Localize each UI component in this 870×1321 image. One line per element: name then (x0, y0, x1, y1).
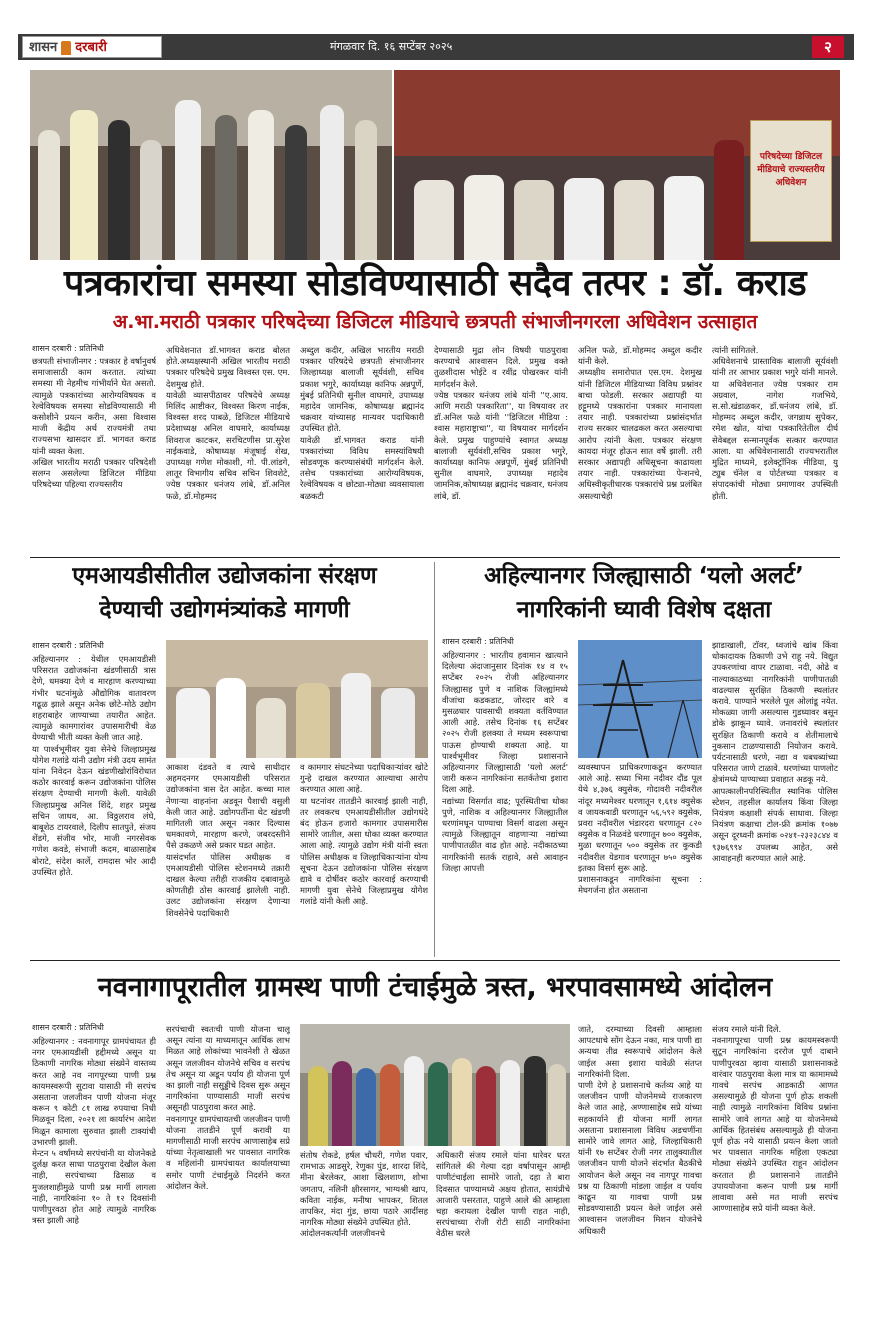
story2-headline-line1: एमआयडीसीतील उद्योजकांना संरक्षण (72, 563, 377, 589)
story3-byline: शासन दरबारी : प्रतिनिधी (442, 637, 514, 646)
story2-column-1: अहिल्यानगर : येथील एमआयडीसी परिसरात उद्योजकांना खंडणीसाठी त्रास देणे, धमक्या देणे व मारहाण करण्याच्या गंभीर घटनांमुळे औद्योगिक वातावरण गढूळ झाले असून अनेक छोटे-मोठे उद्योग शहराबाहेर जाण्याच्या तयारीत आहेत. त्यामुळे कामगारांवर उपासमारीची वेळ येण्याची भीती व्यक्त केली जात आहे. या पार्श्वभूमीवर युवा सेनेचे जिल्हाप्रमुख योगेश गलांडे यांनी उद्योग मंत्री उदय सामंत यांना निवेदन देऊन खंडणीखोरांविरोधात कठोर कारवाई करून उद्योजकांना पोलिस संरक्षण देण्याची मागणी केली. यावेळी जिल्हाप्रमुख अनिल शिंदे, शहर प्रमुख सचिन जाधव, आ. विठ्ठलराव लंघे, बाबूशेठ टायरवाले, दिलीप सातपुते, संजय शेंडगे, संजीव भोर, माजी नगरसेवक गणेश कवडे, संभाजी कदम, बाळासाहेब बोराटे, संदेश कार्ले, रामदास भोर आदी उपस्थित होते. (32, 654, 156, 877)
section-divider-2 (30, 960, 840, 961)
story3-column-2: व्यवस्थापन प्राधिकरणाकडून करण्यात आले आहे. सध्या भिमा नदीवर दौंड पूल येथे ४,३७६ क्युसेक, गोदावरी नदीवरील नांदूर मध्यमेश्वर धरणातून १,६१४ क्युसेक व जायकवाडी धरणातून ५६,५९२ क्युसेक, प्रवरा नदीवरील भंडारदरा धरणातून ८२० क्युसेक व निळवंडे धरणातून ७०० क्युसेक, मुळा धरणातून ५०० क्युसेक तर कुकडी नदीवरील येडगाव धरणातून ७५० क्युसेक इतका विसर्ग सुरू आहे. प्रशासनाकडून नागरिकांना सूचना : मेघगर्जना होत असताना (578, 762, 702, 896)
story4-column-1: अहिल्यानगर : नवनागापूर ग्रामपंचायत ही नगर एमआयडीसी हद्दीमध्ये असून या ठिकाणी नागरिक मोठ्या संख्येने वास्तव्य करत आहे नव नागपूरच्या पाणी प्रश्न कायमस्वरूपी सुटावा यासाठी मी सरपंच असताना जलजीवन पाणी योजना मंजूर करून ९ कोटी ८१ लाख रुपयाचा निधी मिळवून दिला, २०२१ ला कार्यारंभ आदेश मिळून कामाला सुरुवात झाली टाक्यांची उभारणी झाली. मेन्टन ५ वर्षांमध्ये सरपंचांनी या योजनेकडे दुर्लक्ष करत साधा पाठपुरावा देखील केला नाही, सरपंचाच्या ढिसाळ व मुजलशाहीमुळे पाणी प्रश्न मार्गी लागला नाही, नागरिकांना १० ते १२ दिवसांनी पाणीपुरवठा होत आहे त्यामुळे नागरिक त्रस्त झाली आहे (32, 1036, 156, 1226)
event-photo-left (30, 70, 392, 260)
section-divider (30, 557, 840, 558)
story4-column-5: जाते, दरम्याच्या दिवसी आम्हाला आपटधाचे सोंग देऊन नका, मात्र पाणी द्या अन्यथा तीव्र स्वरूपाचे आंदोलन केले जाईल असा इशारा यावेळी संतप्त नागरिकांनी दिला. पाणी देणे हे प्रशासनाचे कर्तव्य आहे या जलजीवन पाणी योजनेमध्ये राजकारण केले जात आहे, अण्णासाहेब सप्रे यांच्या सहकार्याने ही योजना मार्गी लागत असताना प्रशासनाला विविध अडचणींना सामोरे जावे लागत आहे, जिल्हाधिकारी यांनी १७ सप्टेंबर रोजी नगर तालुक्यातील जलजीवन पाणी योजने संदर्भात बैठकीचे आयोजन केले असून नव नागपूर गावचा प्रश्न या ठिकाणी मांडला जाईल व पर्याय काढून या गावचा पाणी प्रश्न सोडवण्यासाठी प्रयत्न केले जाईल असे आश्वासन जलजीवन मिशन योजनेचे अधिकारी (578, 1024, 702, 1236)
transmission-tower-icon (578, 640, 702, 758)
event-photo-right (394, 70, 840, 260)
story1-column-2: अधिवेशनात डॉ.भागवत कराड बोलत होते.अध्यक्षस्थानी अखिल भारतीय मराठी पत्रकार परिषदेचे प्रमुख विश्वस्त एस. एम. देशमुख होते. यावेळी व्यासपीठावर परिषदेचे अध्यक्ष मिलिंद आष्टीकर, विश्वस्त किरण नाईक, विश्वस्त शरद पाबळे, डिजिटल मीडियाचे प्रदेशाध्यक्ष अनिल वाघमारे, कार्याध्यक्ष शिवराज काटकर, सरचिटणीस प्रा.सुरेश नाईकवाडे, कोषाध्यक्ष मंजूषाई शेख, उपाध्यक्ष गणेश मोकाशी, गो. पी.लांडगे, लातूर विभागीय सचिव सचिन शिवशेटे, ज्येष्ठ पत्रकार धनंजय लांबे, डॉ.अनिल फळे, डॉ.मोहम्मद (166, 345, 290, 501)
issue-date: मंगळवार दि. १६ सप्टेंबर २०२५ (330, 40, 453, 53)
story1-column-3: अब्दुल कदीर, अखिल भारतीय मराठी पत्रकार परिषदेचे छत्रपती संभाजीनगर जिल्हाध्यक्ष बालाजी सूर्यवंशी, सचिव प्रकाश भगुरे, कार्याध्यक्ष कानिफ अन्नपूर्णे, मुंबई प्रतिनिधी सुनील वाघमारे, उपाध्यक्ष महादेव जामनिक, कोषाध्यक्ष ब्रह्मानंद चक्रवार यांच्यासह मान्यवर पदाधिकारी उपस्थित होते. यावेळी डॉ.भागवत कराड यांनी पत्रकारांच्या विविध समस्यांविषयी सोडवणूक करण्यासंबंधी मार्गदर्शन केले. तसेच पत्रकारांच्या आरोग्यविषयक, रेल्वेविषयक व छोट्या-मोठ्या व्यवसायाला बळकटी (300, 345, 424, 501)
story4-column-2: सरपंचाची स्वतःची पाणी योजना चालू असून त्यांना या माध्यमातून आर्थिक लाभ मिळत आहे लोकांच्या भावनेशी ते खेळत असून जलजीवन योजनेचे सचिव व सरपंच तेच असून या अडून पर्याय ही योजना पूर्ण का झाली नाही ससुड्डीचे दिवस सुरू असून नागरिकांना पाण्यासाठी माजी सरपंच असूनही पाठपुरावा करत आहे. नवनागापूर ग्रामपंचायतची जलजीवन पाणी योजना तातडीने पूर्ण करावी या मागणीसाठी माजी सरपंच आणासाहेब सप्रे यांच्या नेतृत्वाखाली भर पावसात नागरिक व महिलांनी ग्रामपंचायत कार्यालयाच्या समोर पाणी टंचाईमुळे निदर्शने करत आंदोलन केले. (166, 1024, 290, 1191)
newspaper-logo (22, 36, 162, 58)
event-banner-board (750, 120, 832, 242)
column-divider (434, 562, 435, 957)
story3-headline-line2: नागरिकांनी घ्यावी विशेष दक्षता (516, 597, 772, 623)
page-number: २ (812, 36, 844, 58)
story3-headline-line1: अहिल्यानगर जिल्ह्यासाठी ‘यलो अलर्ट’ (484, 563, 804, 589)
power-tower-photo (578, 640, 702, 758)
story4-column-4: अधिकारी संजय रमाले यांना धारेवर धरत सांगितले की गेल्या दहा वर्षापासून आम्ही पाणीटंचाईला सामोरे जातो, दहा ते बारा दिवसात पाण्यामध्ये अक्षय होतात, सायंप्रीचे आजारी पसरतात, पाहुणे आले की आम्हाला चहा करायला देखील पाणी राहत नाही, सरपंचाच्या रोजी रोटी साठी नागरिकांना वेठीस धरले (436, 1150, 570, 1239)
logo-text-right: दरबारी (75, 40, 107, 55)
emblem-icon (61, 41, 71, 55)
story2-column-3: व कामगार संघटनेच्या पदाधिकाऱ्यांवर खोटे गुन्हे दाखल करण्यात आल्याचा आरोप करण्यात आला आहे. या घटनांवर तातडीने कारवाई झाली नाही, तर लवकरच एमआयडीसीतील उद्योगधंदे बंद होऊन हजारो कामगार उपासमारीस सामोरे जातील, असा धोका व्यक्त करण्यात आला आहे. त्यामुळे उद्योग मंत्री यांनी स्वतः पोलिस अधीक्षक व जिल्हाधिकाऱ्यांना योग्य सूचना देऊन उद्योजकांना पोलिस संरक्षण द्यावे व दोषींवर कठोर कारवाई करण्याची मागणी युवा सेनेचे जिल्हाप्रमुख योगेश गलांडे यांनी केली आहे. (300, 762, 428, 907)
story1-column-5: अनिल फळे, डॉ.मोहम्मद अब्दुल कदीर यांनी केले. अध्यक्षीय समारोपात एस.एम. देशमुख यांनी डिजिटल मीडियाच्या विविध प्रश्नांवर बाचा फोडली. सरकार अद्यापही या हट्टूमध्ये पत्रकारांना पत्रकार मानायला तयार नाही. पत्रकारांच्या प्रश्नांसंदर्भात राज्य सरकार चालढकल करत असल्याचा आरोप त्यांनी केला. पत्रकार संरक्षण कायदा मंजूर होऊन सात वर्षे झाली. तरी सरकार अद्यापही अधिसूचना काढायला तयार नाही. पत्रकारांच्या पेन्शनचे, अधिस्वीकृतीधारक पत्रकारांचे प्रश्न प्रलंबित असल्याचेही (578, 345, 702, 501)
story4-column-3: संतोष रोकडे, हर्षल चौधरी, गणेश पवार, रामभाऊ आडसुरे, रेणुका पुंड, शारदा शिंदे, मीना बेरलेकर, आशा खिलशाण, शोभा जगताप, नलिनी क्षीरसागर, भाग्यश्री खाप, कविता नाईक, मनीषा भापकर, शितल तापकिर, मंदा गुंड, छाया पठारे आदींसह नागरिक मोठ्या संख्येने उपस्थित होते. आंदोलनकर्त्यांनी जलजीवनचे (300, 1150, 428, 1239)
story4-column-6: संजय रमाले यांनी दिले. नवनागापूरचा पाणी प्रश्न कायमस्वरूपी सुटून नागरिकांना दररोज पूर्ण दाबाने पाणीपुरवठा व्हावा यासाठी प्रशासनाकडे वारंवार पाठपुरावा केला मात्र या कामामध्ये गावचे सरपंच आडकाठी आणत असल्यामुळे ही योजना पूर्ण होऊ शकली नाही त्यामुळे नागरिकांना विविध प्रश्नांना सामोरे जावे लागत आहे या योजनेमध्ये आर्थिक हितसंबंध असल्यामुळे ही योजना पूर्ण होऊ नये यासाठी प्रयत्न केला जातो भर पावसात नागरिक महिला एकट्या मोठ्या संख्येने उपस्थित राहून आंदोलन करतात ही प्रशासनाने तातडीने उपाययोजना करून पाणी प्रश्न मार्गी लावावा असे मत माजी सरपंच आण्णासाहेब सप्रे यांनी व्यक्त केले. (712, 1024, 838, 1214)
story2-column-2: आकाश दंडवते व त्याचे साथीदार अहमदनगर एमआयडीसी परिसरात उद्योजकांना त्रास देत आहेत. कच्चा माल नेणाऱ्या वाहनांना अडवून पैशाची वसुली केली जात आहे. उद्योगपतींना थेट खंडणी मागितली जात असून नकार दिल्यास धमकावणे, मारहाण करणे, जबरदस्तीने पैसे उकळणे असे प्रकार घडत आहेत. यासंदर्भात पोलिस अधीक्षक व एमआयडीसी पोलिस स्टेशनमध्ये तक्रारी दाखल केल्या तरीही राजकीय दबावामुळे कोणतीही ठोस कारवाई झालेली नाही. उलट उद्योजकांना संरक्षण देणाऱ्या शिवसेनेचे पदाधिकारी (166, 762, 290, 918)
logo-text-left: शासन (29, 40, 58, 55)
story1-column-6: त्यांनी सांगितले. अधिवेशनाचे प्रास्ताविक बालाजी सूर्यवंशी यांनी तर आभार प्रकाश भगुरे यांनी मानले. या अधिवेशनात ज्येष्ठ पत्रकार राम अग्रवाल, नागेश गजभिये, स.सो.खंडाळकर, डॉ.धनंजय लांबे, डॉ. मोहम्मद अब्दुल कदीर, जगन्नाथ सुपेकर, रमेश खोत, यांचा पत्रकारितेतील दीर्घ सेवेबद्दल सन्मानपूर्वक सत्कार करण्यात आला. या अधिवेशनासाठी राज्यभरातील मुद्रित माध्यमे, इलेक्ट्रॉनिक मीडिया, यु ट्युब चॅनेल व पोर्टलच्या पत्रकार व संपादकांची मोठ्या प्रमाणावर उपस्थिती होती. (712, 345, 838, 501)
story3-column-3: झाडाखाली, टॉवर, ध्वजांचे खांब किंवा धोकादायक ठिकाणी उभे राहू नये. विद्युत उपकरणांचा वापर टाळावा. नदी, ओढे व नाल्याकाठच्या नागरिकांनी पाणीपातळी वाढल्यास सुरक्षित ठिकाणी स्थलांतर करावे. पाण्याने भरलेले पूल ओलांडू नयेत. मोकळ्या जागी असल्यास गुडघ्यावर बसून डोके झाकून घ्यावे. जनावरांचे स्थलांतर सुरक्षित ठिकाणी करावे व शेतीमालाचे नुकसान टाळण्यासाठी नियोजन करावे. पर्यटनासाठी धरणे, नद्या व धबधब्यांच्या परिसरात जाणे टाळावे. धरणांच्या पाणलोट क्षेत्रांमध्ये पाण्याच्या प्रवाहात अडकू नये. आपत्कालीनपरिस्थितीत स्थानिक पोलिस स्टेशन, तहसील कार्यालय किंवा जिल्हा नियंत्रण कक्षाशी संपर्क साधावा. जिल्हा नियंत्रण कक्षाचा टोल-फ्री क्रमांक १०७७ असून दूरध्वनी क्रमांक ०२४१-२३२३८४४ व ९३७६९९४ उपलब्ध आहेत, असे आवाहनही करण्यात आले आहे. (712, 640, 838, 863)
protest-photo (300, 1024, 570, 1146)
story2-byline: शासन दरबारी : प्रतिनिधी (32, 641, 104, 650)
story1-column-1: छत्रपती संभाजीनगर : पत्रकार हे वर्षानुवर्ष समाजासाठी काम करतात. त्यांच्या समस्या मी नेहमीच गांभीर्याने घेत असतो. त्यामुळे पत्रकारांच्या आरोग्यविषयक व रेल्वेविषयक समस्या सोडविण्यासाठी मी कसोशीने प्रयत्न करीन, असा विश्वास माजी केंद्रीय अर्थ राज्यमंत्री तथा राज्यसभा खासदार डॉ. भागवत कराड यांनी व्यक्त केला. अखिल भारतीय मराठी पत्रकार परिषदेशी सलग्न असलेल्या डिजिटल मीडिया परिषदेच्या पहिल्या राज्यस्तरीय (32, 356, 156, 490)
banner-text: परिषदेच्या डिजिटल मीडियाचे राज्यस्तरीय अधिवेशन (757, 152, 825, 188)
story2-headline-line2: देण्याची उद्योगमंत्र्यांकडे मागणी (99, 597, 350, 623)
story2-photo (166, 640, 428, 758)
story1-subhead: अ.भा.मराठी पत्रकार परिषदेच्या डिजिटल मीडियाचे छत्रपती संभाजीनगरला अधिवेशन उत्साहात (112, 311, 758, 333)
story1-byline: शासन दरबारी : प्रतिनिधी (32, 344, 104, 353)
story3-column-1: अहिल्यानगर : भारतीय हवामान खात्याने दिलेल्या अंदाजानुसार दिनांक १४ व १५ सप्टेंबर २०२५ रोजी अहिल्यानगर जिल्ह्यासह पुणे व नाशिक जिल्ह्यांमध्ये वीजांचा कडकडाट, जोरदार वारे व मुसळधार पावसाची शक्यता वर्तविण्यात आली आहे. तसेच दिनांक १६ सप्टेंबर २०२५ रोजी हलक्या ते मध्यम स्वरूपाचा पाऊस होण्याची शक्यता आहे. या पार्श्वभूमीवर जिल्हा प्रशासनाने अहिल्यानगर जिल्ह्यासाठी 'यलो अलर्ट' जारी करून नागरिकांना सतर्कतेचा इशारा दिला आहे. नद्यांच्या विसर्गात वाढ; पूरस्थितीचा धोका पुणे, नाशिक व अहिल्यानगर जिल्ह्यातील धरणांमधून पाण्याचा विसर्ग वाढला असून त्यामुळे जिल्ह्यातून वाहणाऱ्या नद्यांच्या पाणीपातळीत वाढ होत आहे. नदीकाठच्या नागरिकांनी सतर्क राहावे, असे आवाहन जिल्हा आपत्ती (442, 650, 568, 873)
story1-column-4: देण्यासाठी मुद्रा लोन विषयी पाठपुरावा करण्याचे आश्वासन दिले. प्रमुख वक्ते तुळशीदास भोईटे व रवींद्र पोखरकर यांनी मार्गदर्शन केले. ज्येष्ठ पत्रकार धनंजय लांबे यांनी ''ए.आय. आणि मराठी पत्रकारिता'', या विषयावर तर डॉ.अनिल फळे यांनी ''डिजिटल मीडिया : श्वास महाराष्ट्राचा'', या विषयावर मार्गदर्शन केले. प्रमुख पाहुण्यांचे स्वागत अध्यक्ष बालाजी सूर्यवंशी,सचिव प्रकाश भगुरे, कार्याध्यक्ष कानिफ अन्नपूर्णे, मुंबई प्रतिनिधी सुनील वाघमारे, उपाध्यक्ष महादेव जामनिक,कोषाध्यक्ष ब्रह्मानंद चक्रवार, धनंजय लांबे, डॉ. (434, 345, 568, 501)
story4-byline: शासन दरबारी : प्रतिनिधी (32, 1023, 104, 1032)
story1-headline: पत्रकारांचा समस्या सोडविण्यासाठी सदैव तत्पर : डॉ. कराड (63, 263, 807, 304)
story4-headline: नवनागापूरातील ग्रामस्थ पाणी टंचाईमुळे त्रस्त, भरपावसामध्ये आंदोलन (97, 972, 773, 1003)
